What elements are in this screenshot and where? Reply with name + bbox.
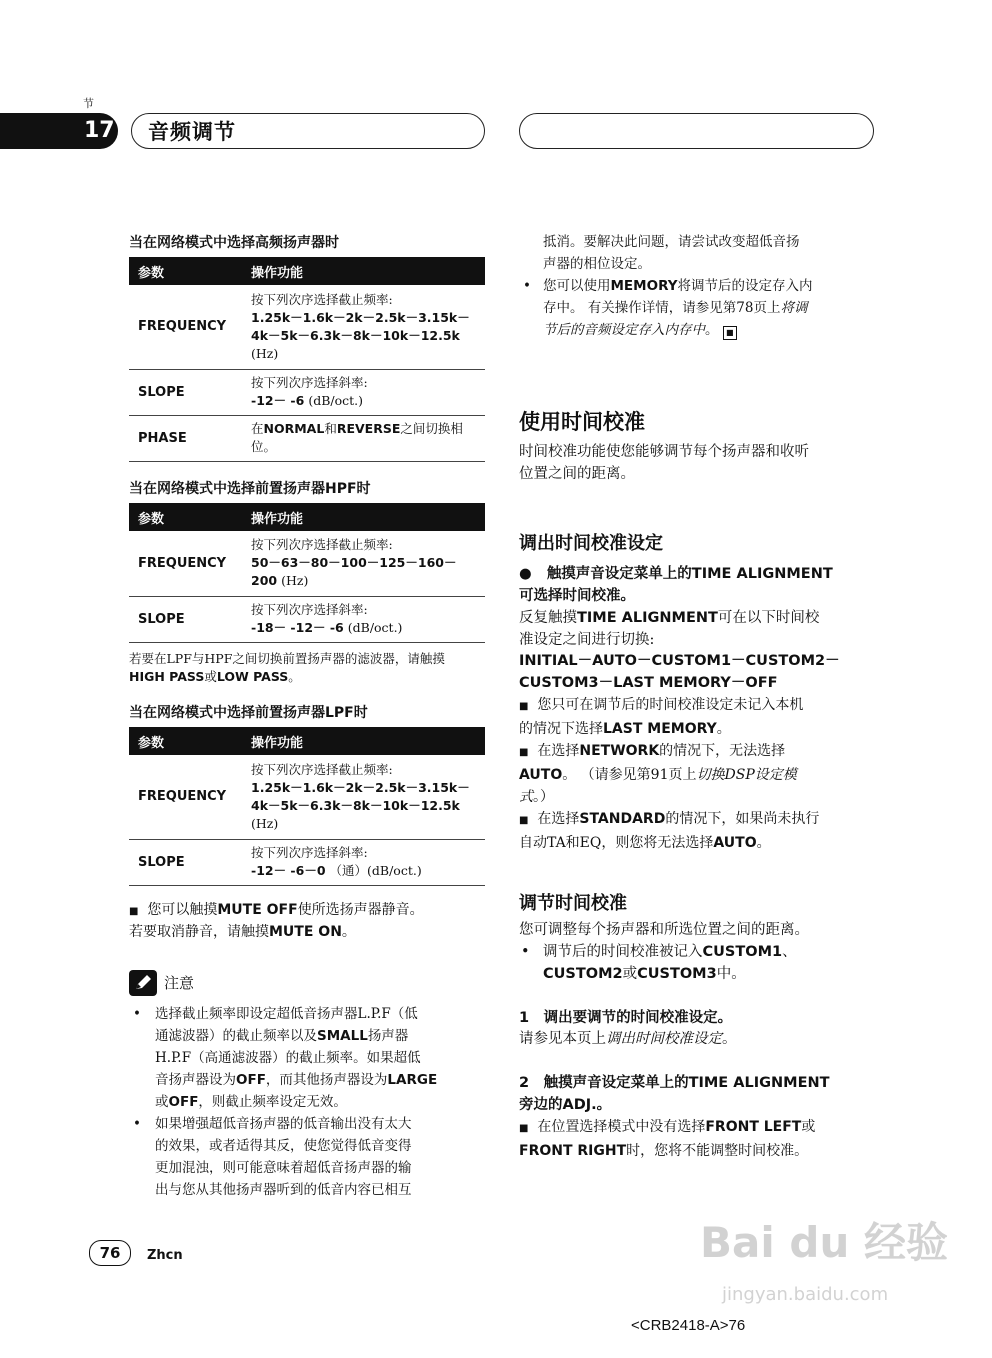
- desc-text: 之间切换相: [400, 421, 463, 436]
- text: 的情况下，如果尚未执行: [665, 811, 820, 827]
- square-bullet-icon: ■: [519, 1123, 529, 1134]
- document-code: <CRB2418-A>76: [631, 1317, 746, 1334]
- language-code: Zhcn: [147, 1248, 183, 1263]
- text: 音扬声器设为: [155, 1072, 236, 1088]
- step-line: 可选择时间校准。: [519, 588, 635, 604]
- param-name: FREQUENCY: [129, 285, 244, 369]
- hpf-note-line: 若要在LPF与HPF之间切换前置扬声器的滤波器，请触摸: [129, 651, 445, 666]
- param-desc: [244, 531, 485, 596]
- desc-unit: （通）(dB/oct.): [329, 863, 422, 878]
- desc-unit: (dB/oct.): [347, 620, 403, 635]
- button-ref: MUTE ON: [269, 924, 342, 940]
- cross-ref: 节后的音频设定存入内存中: [543, 322, 705, 338]
- para-line: [519, 607, 819, 629]
- button-ref: HIGH PASS: [129, 669, 205, 684]
- step-line: 2 触摸声音设定菜单上的TIME ALIGNMENT: [519, 1075, 830, 1091]
- col-header: 操作功能: [244, 503, 485, 531]
- desc-line: 按下列次序选择斜率:: [251, 845, 368, 860]
- note-line: [543, 319, 881, 341]
- intro-line: 位置之间的距离。: [519, 466, 635, 482]
- square-bullet-icon: ■: [519, 815, 529, 826]
- sequence-line: CUSTOM3－LAST MEMORY－OFF: [519, 675, 778, 691]
- text: 中。: [716, 966, 746, 982]
- setting-notes: [519, 694, 879, 854]
- desc-line: 1.25k－1.6k－2k－2.5k－3.15k－: [251, 779, 470, 795]
- col-header: 参数: [129, 727, 244, 755]
- notes-title: 注意: [164, 974, 195, 992]
- desc-text: 在: [251, 421, 264, 436]
- text: 可在以下时间校: [717, 610, 820, 626]
- button-ref: CUSTOM2: [543, 966, 623, 982]
- mode-sequence: [519, 650, 840, 694]
- chapter-number: 17: [0, 113, 118, 149]
- text: 。: [756, 835, 771, 851]
- button-ref: FRONT RIGHT: [519, 1143, 627, 1159]
- bullet-icon: •: [523, 278, 531, 294]
- text: 在选择: [537, 811, 580, 827]
- text: ，而其他扬声器设为: [265, 1072, 388, 1088]
- note-item: [131, 1113, 491, 1201]
- text: 或: [155, 1094, 169, 1110]
- setting-para: [519, 607, 819, 651]
- note-line: [155, 1069, 491, 1091]
- note-line: [519, 832, 879, 854]
- text: 或: [204, 669, 217, 684]
- lpf-table: [129, 727, 485, 886]
- notes-list: [131, 1003, 491, 1201]
- adjust-para: 您可调整每个扬声器和所选位置之间的距离。: [519, 922, 809, 938]
- text: 使所选扬声器静音。: [297, 902, 424, 918]
- text: 您可以使用: [543, 278, 611, 294]
- note-line: 如果增强超低音扬声器的低音输出没有太大: [155, 1116, 412, 1132]
- text: 的情况下，无法选择: [659, 743, 786, 759]
- param-name: SLOPE: [129, 369, 244, 415]
- desc-value: REVERSE: [336, 421, 401, 436]
- step-2-note: [519, 1116, 815, 1162]
- step-line: 旁边的ADJ.。: [519, 1097, 612, 1113]
- note-line: [155, 1025, 491, 1047]
- baidu-watermark-logo: Bai du 经验: [700, 1218, 948, 1267]
- text: 请参见本页上: [519, 1031, 606, 1047]
- desc-line: 50－63－80－100－125－160－: [251, 555, 457, 571]
- desc-line: 1.25k－1.6k－2k－2.5k－3.15k－: [251, 309, 470, 325]
- text: 扬声器: [367, 1028, 409, 1044]
- cross-ref: 调出时间校准设定: [606, 1031, 722, 1047]
- subsection-heading: 调出时间校准设定: [519, 533, 663, 554]
- hpf-table: [129, 503, 485, 643]
- button-ref: FRONT LEFT: [705, 1119, 802, 1135]
- section-label: 节: [83, 97, 94, 110]
- cross-ref: 将调: [780, 300, 808, 316]
- watermark-url: jingyan.baidu.com: [722, 1284, 889, 1305]
- text: 通滤波器）的截止频率以及: [155, 1028, 317, 1044]
- button-ref: NETWORK: [579, 743, 660, 759]
- button-ref: CUSTOM1: [702, 944, 783, 960]
- param-desc: [244, 839, 485, 885]
- text: 。: [705, 322, 719, 338]
- chapter-title: 音频调节: [148, 120, 236, 144]
- button-ref: MUTE OFF: [217, 902, 298, 918]
- col-header: 操作功能: [244, 257, 485, 285]
- step-line: [519, 563, 833, 585]
- button-ref: AUTO: [519, 767, 563, 783]
- intro-line: 时间校准功能使您能够调节每个扬声器和收听: [519, 444, 809, 460]
- note-line: [519, 718, 879, 740]
- bullet-icon: •: [133, 1116, 141, 1132]
- desc-line: (Hz): [251, 345, 279, 361]
- text: 。: [722, 1031, 737, 1047]
- desc-line: 按下列次序选择斜率:: [251, 602, 368, 617]
- tweeter-heading: 当在网络模式中选择高频扬声器时: [129, 235, 339, 251]
- text: 。）: [533, 789, 554, 805]
- hpf-note-line: [129, 667, 301, 686]
- text: 自动TA和EQ，则您将无法选择: [519, 835, 714, 851]
- text: 反复触摸: [519, 610, 577, 626]
- tweeter-table: [129, 257, 485, 462]
- note-line: H.P.F（高通滤波器）的截止频率。如果超低: [155, 1050, 421, 1066]
- text: 将调节后的设定存入内: [677, 278, 813, 294]
- subsection-heading: 调节时间校准: [519, 893, 627, 914]
- bullet-icon: •: [133, 1006, 141, 1022]
- note-item: [131, 1003, 491, 1113]
- continued-line: 抵消。要解决此问题，请尝试改变超低音扬: [543, 234, 800, 250]
- desc-value: NORMAL: [263, 421, 325, 436]
- note-line: [155, 1091, 491, 1113]
- desc-value: 200: [251, 573, 278, 589]
- col-header: 参数: [129, 257, 244, 285]
- param-desc: [244, 415, 485, 461]
- desc-line: 按下列次序选择截止频率:: [251, 537, 393, 553]
- text: 或: [622, 966, 638, 982]
- memory-note: [521, 275, 881, 341]
- lpf-heading: 当在网络模式中选择前置扬声器LPF时: [129, 705, 368, 721]
- param-name: FREQUENCY: [129, 531, 244, 596]
- button-ref: STANDARD: [579, 811, 666, 827]
- section-heading: 使用时间校准: [519, 410, 645, 434]
- button-ref: MEMORY: [610, 278, 678, 294]
- button-ref: OFF: [236, 1072, 266, 1088]
- desc-unit: (Hz): [281, 573, 309, 589]
- param-name: FREQUENCY: [129, 755, 244, 839]
- note-line: [543, 297, 881, 319]
- param-name: SLOPE: [129, 839, 244, 885]
- text: 。: [341, 924, 356, 940]
- desc-line: 按下列次序选择截止频率:: [251, 291, 393, 307]
- step-2: [519, 1072, 830, 1116]
- col-header: 操作功能: [244, 727, 485, 755]
- end-mark-icon: ■: [723, 326, 737, 340]
- text: 或: [801, 1119, 816, 1135]
- button-ref: TIME ALIGNMENT: [577, 610, 718, 626]
- circle-bullet-icon: ●: [519, 566, 532, 582]
- text: 。: [716, 721, 731, 737]
- step-1: 1 调出要调节的时间校准设定。: [519, 1010, 733, 1026]
- text: 您可以触摸: [147, 902, 218, 918]
- note-line: [543, 275, 881, 297]
- desc-line: (Hz): [251, 815, 279, 831]
- text: 、: [782, 944, 797, 960]
- square-bullet-icon: ■: [519, 747, 529, 758]
- text: 调节后的时间校准被记入: [543, 944, 703, 960]
- desc-line: 位。: [251, 439, 277, 454]
- desc-text: 和: [324, 421, 337, 436]
- param-name: PHASE: [129, 415, 244, 461]
- note-line: [519, 740, 879, 764]
- note-line: [543, 941, 879, 963]
- mute-line: [129, 921, 356, 943]
- button-ref: LARGE: [387, 1072, 438, 1088]
- param-desc: [244, 369, 485, 415]
- bullet-icon: •: [521, 944, 530, 960]
- note-line: [519, 694, 879, 718]
- note-line: 选择截止频率即设定超低音扬声器L.P.F（低: [155, 1006, 418, 1022]
- note-line: [543, 963, 879, 985]
- button-ref: LOW PASS: [216, 669, 289, 684]
- page-number: 76: [89, 1240, 131, 1266]
- button-ref: AUTO: [713, 835, 757, 851]
- text: 的情况下选择: [519, 721, 603, 737]
- desc-unit: (dB/oct.): [308, 393, 363, 408]
- desc-line: 按下列次序选择截止频率:: [251, 761, 393, 777]
- text: 若要取消静音，请触摸: [129, 924, 269, 940]
- adjust-bullet: [519, 941, 879, 985]
- note-line: [519, 764, 879, 786]
- step-1-detail: [519, 1028, 737, 1050]
- desc-line: 按下列次序选择斜率:: [251, 375, 368, 390]
- pencil-note-icon: [129, 970, 157, 996]
- param-desc: [244, 596, 485, 642]
- mute-line: [129, 899, 424, 923]
- text: 在位置选择模式中没有选择: [537, 1119, 706, 1135]
- button-ref: LAST MEMORY: [603, 721, 717, 737]
- text: 存中。 有关操作详情，请参见第78页上: [543, 300, 781, 316]
- col-header: 参数: [129, 503, 244, 531]
- para-line: 准设定之间进行切换:: [519, 632, 655, 648]
- note-line: [519, 1140, 815, 1162]
- text: 时，您将不能调整时间校准。: [626, 1143, 809, 1159]
- param-desc: [244, 755, 485, 839]
- param-name: SLOPE: [129, 596, 244, 642]
- text: 在选择: [537, 743, 580, 759]
- desc-line: 4k－5k－6.3k－8k－10k－12.5k: [251, 327, 460, 343]
- square-bullet-icon: ■: [519, 701, 529, 712]
- button-ref: CUSTOM3: [637, 966, 717, 982]
- button-ref: OFF: [168, 1094, 199, 1110]
- note-line: [519, 786, 879, 808]
- text: 。 （请参见第91页上: [562, 767, 697, 783]
- note-line: 更加混浊，则可能意味着超低音扬声器的输: [155, 1160, 412, 1176]
- continued-line: 声器的相位设定。: [543, 256, 651, 272]
- desc-value: -18－ -12－ -6: [251, 620, 344, 635]
- note-line: [519, 1116, 815, 1140]
- step-instruction: [519, 563, 833, 607]
- cross-ref: 切换DSP设定模: [696, 767, 797, 783]
- right-title-frame: [519, 113, 874, 149]
- button-ref: SMALL: [317, 1028, 368, 1044]
- param-desc: [244, 285, 485, 369]
- hpf-heading: 当在网络模式中选择前置扬声器HPF时: [129, 481, 371, 497]
- desc-value: -12－ -6: [251, 393, 305, 408]
- note-line: 的效果，或者适得其反，使您觉得低音变得: [155, 1138, 412, 1154]
- note-line: [519, 808, 879, 832]
- note-line: 出与您从其他扬声器听到的低音内容已相互: [155, 1182, 412, 1198]
- text: 。: [288, 669, 301, 684]
- desc-value: -12－ -6－0: [251, 863, 326, 878]
- text: ，则截止频率设定无效。: [198, 1094, 347, 1110]
- sequence-line: INITIAL－AUTO－CUSTOM1－CUSTOM2－: [519, 653, 840, 669]
- desc-line: 4k－5k－6.3k－8k－10k－12.5k: [251, 797, 460, 813]
- square-bullet-icon: ■: [129, 906, 139, 917]
- text: 您只可在调节后的时间校准设定未记入本机: [537, 697, 804, 713]
- cross-ref: 式: [519, 789, 533, 805]
- text: 触摸声音设定菜单上的TIME ALIGNMENT: [546, 566, 833, 582]
